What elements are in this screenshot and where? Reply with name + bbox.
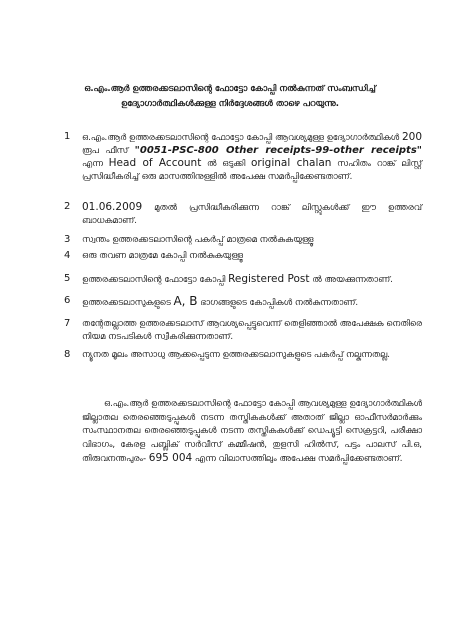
- document-heading: [60, 82, 400, 112]
- item-number: 8: [64, 349, 71, 360]
- list-item: ഉത്തരക്കടലാസിന്റെ ഫോട്ടോ കോപ്പി Registered Post ൽ അയക്കുന്നതാണ്.: [82, 273, 393, 285]
- closing-paragraph: ഒ.എം.ആർ ഉത്തരക്കടലാസിന്റെ ഫോട്ടോ കോപ്പി ആവശ്യമുള്ള ഉദ്യോഗാർത്ഥികൾ ജില്ലാതല തെരഞ്ഞെടുപ്പുകൾ നടന്ന തസ്തികകൾക്ക് അതാത് ജില്ലാ ഓഫീസർമാർക്കും സംസ്ഥാനതല തെരഞ്ഞെടുപ്പുകൾ നടന്ന തസ്തികകൾക്ക് ഡെപ്യൂട്ടി സെക്രട്ടറി, പരീക്ഷാ വിഭാഗം, കേരള പബ്ലിക് സർവീസ് കമ്മീഷൻ, തുളസി ഹിൽസ്, പട്ടം പാലസ് പി.ഒ, തിരുവനന്തപുരം- 695 004 എന്ന വിലാസത്തിലും അപേക്ഷ സമർപ്പിക്കേണ്ടതാണ്.: [82, 399, 422, 464]
- list-item: 01.06.2009 മുതൽ പ്രസിദ്ധീകരിക്കുന്ന റാങ്ക് ലിസ്റ്റുകൾക്ക് ഈ ഉത്തരവ് ബാധകമാണ്.: [82, 201, 422, 226]
- list-item: തന്റേതല്ലാത്ത ഉത്തരക്കടലാസ് ആവശ്യപ്പെട്ടുവെന്ന് തെളിഞ്ഞാൽ അപേക്ഷക നെതിരെ നിയമ നടപടികൾ സ്വീകരിക്കുന്നതാണ്.: [82, 319, 423, 342]
- item-number: 3: [64, 234, 71, 245]
- heading-line-1: ഒ.എം.ആർ ഉത്തരക്കടലാസിന്റെ ഫോട്ടോ കോപ്പി നൽകുന്നത് സംബന്ധിച്ച്: [84, 84, 376, 94]
- item-number: 1: [64, 131, 71, 142]
- list-item: സ്വന്തം ഉത്തരക്കടലാസിന്റെ പകർപ്പ് മാത്രമെ നൽകുകയുള്ളൂ: [82, 235, 314, 245]
- list-item: ഒ.എം.ആർ ഉത്തരക്കടലാസിന്റെ ഫോട്ടോ കോപ്പി ആവശ്യമുള്ള ഉദ്യോഗാർത്ഥികൾ 200 രൂപ ഫീസ് "0051-PSC-800 Other receipts-99-other receipts" എന്ന Head of Account ൽ ഒടുക്കി original chalan സഹിതം റാങ്ക് ലിസ്റ്റ് പ്രസിദ്ധീകരിച്ച് ഒരു മാസത്തിനുള്ളിൽ അപേക്ഷ സമർപ്പിക്കേണ്ടതാണ്.: [82, 131, 423, 182]
- list-item: ഉത്തരക്കടലാസുകളുടെ A, B ഭാഗങ്ങളുടെ കോപ്പികൾ നൽകുന്നതാണ്.: [82, 294, 359, 308]
- item-number: 7: [64, 318, 71, 329]
- item-number: 2: [64, 201, 71, 212]
- heading-line-2: ഉദ്യോഗാർത്ഥികൾക്കുള്ള നിർദ്ദേശങ്ങൾ താഴെ പറയുന്നു.: [121, 99, 339, 109]
- list-item: ഒരു തവണ മാത്രമേ കോപ്പി നൽകുകയുള്ളൂ: [82, 251, 243, 261]
- item-number: 5: [64, 273, 71, 284]
- item-number: 6: [64, 295, 71, 306]
- list-item: ന്യൂനത മൂലം അസാധു ആക്കപ്പെടുന്ന ഉത്തരക്കടലാസുകളുടെ പകർപ്പ് നല്കുന്നതല്ല.: [82, 350, 390, 360]
- item-number: 4: [64, 250, 71, 261]
